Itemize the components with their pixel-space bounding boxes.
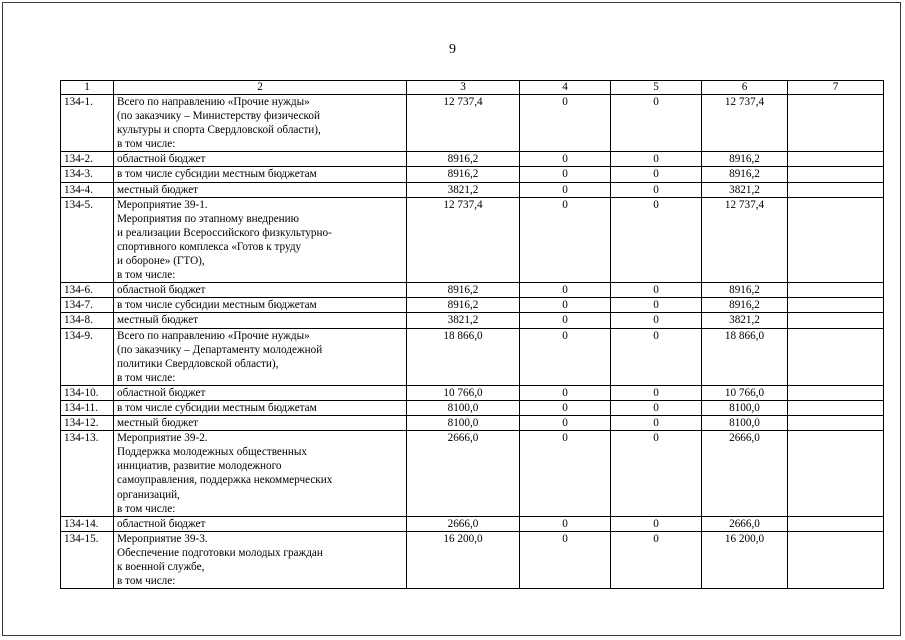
cell-col-3: 10 766,0 [407,385,520,400]
row-number: 134-12. [61,416,114,431]
column-header-6: 6 [702,81,788,95]
cell-col-3: 16 200,0 [407,531,520,588]
cell-col-3: 12 737,4 [407,95,520,152]
cell-col-4: 0 [520,313,611,328]
column-header-3: 3 [407,81,520,95]
cell-col-3: 12 737,4 [407,197,520,283]
cell-col-3: 8916,2 [407,167,520,182]
cell-col-4: 0 [520,400,611,415]
column-header-4: 4 [520,81,611,95]
cell-col-4: 0 [520,431,611,517]
row-number: 134-13. [61,431,114,517]
row-number: 134-9. [61,328,114,385]
table-row [61,95,884,152]
cell-col-6: 2666,0 [702,431,788,517]
cell-col-3: 8916,2 [407,283,520,298]
row-number: 134-11. [61,400,114,415]
row-description: Всего по направлению «Прочие нужды» (по заказчику – Департаменту молодежной политики Свердловской области), в том числе: [114,328,407,385]
cell-col-3: 2666,0 [407,516,520,531]
row-description: Всего по направлению «Прочие нужды» (по заказчику – Министерству физической культуры и спорта Свердловской области), в том числе: [114,95,407,152]
cell-col-6: 12 737,4 [702,197,788,283]
cell-col-5: 0 [611,431,702,517]
cell-col-6: 18 866,0 [702,328,788,385]
cell-col-4: 0 [520,182,611,197]
row-description: в том числе субсидии местным бюджетам [114,167,407,182]
cell-col-7 [788,385,884,400]
cell-col-4: 0 [520,385,611,400]
row-description: местный бюджет [114,182,407,197]
cell-col-4: 0 [520,167,611,182]
cell-col-4: 0 [520,416,611,431]
budget-table [60,80,884,589]
cell-col-3: 18 866,0 [407,328,520,385]
cell-col-6: 8100,0 [702,400,788,415]
table-row [61,283,884,298]
cell-col-4: 0 [520,298,611,313]
cell-col-4: 0 [520,283,611,298]
column-header-1: 1 [61,81,114,95]
row-description: областной бюджет [114,152,407,167]
row-number: 134-5. [61,197,114,283]
page-number: 9 [449,42,456,57]
cell-col-5: 0 [611,283,702,298]
cell-col-5: 0 [611,95,702,152]
table-row [61,400,884,415]
cell-col-5: 0 [611,167,702,182]
row-number: 134-6. [61,283,114,298]
row-number: 134-8. [61,313,114,328]
row-description: областной бюджет [114,283,407,298]
cell-col-6: 8916,2 [702,298,788,313]
cell-col-3: 3821,2 [407,313,520,328]
cell-col-5: 0 [611,152,702,167]
cell-col-6: 8916,2 [702,283,788,298]
row-number: 134-2. [61,152,114,167]
cell-col-7 [788,283,884,298]
cell-col-5: 0 [611,400,702,415]
cell-col-4: 0 [520,152,611,167]
row-description: областной бюджет [114,516,407,531]
cell-col-7 [788,328,884,385]
cell-col-6: 3821,2 [702,182,788,197]
row-number: 134-1. [61,95,114,152]
cell-col-6: 10 766,0 [702,385,788,400]
table-row [61,516,884,531]
cell-col-3: 2666,0 [407,431,520,517]
cell-col-5: 0 [611,385,702,400]
row-description: местный бюджет [114,416,407,431]
cell-col-4: 0 [520,197,611,283]
row-description: Мероприятие 39-2. Поддержка молодежных общественных инициатив, развитие молодежного самоуправления, поддержка некоммерческих организаций, в том числе: [114,431,407,517]
cell-col-4: 0 [520,531,611,588]
row-description: местный бюджет [114,313,407,328]
table-row [61,182,884,197]
cell-col-7 [788,167,884,182]
table-row [61,385,884,400]
cell-col-7 [788,400,884,415]
cell-col-3: 8100,0 [407,400,520,415]
cell-col-7 [788,531,884,588]
cell-col-6: 8916,2 [702,167,788,182]
cell-col-7 [788,416,884,431]
table-row [61,197,884,283]
row-number: 134-3. [61,167,114,182]
cell-col-7 [788,95,884,152]
table-row [61,313,884,328]
cell-col-7 [788,298,884,313]
cell-col-6: 12 737,4 [702,95,788,152]
row-description: в том числе субсидии местным бюджетам [114,298,407,313]
table-row [61,298,884,313]
cell-col-6: 8100,0 [702,416,788,431]
header-row [61,81,884,95]
cell-col-4: 0 [520,516,611,531]
cell-col-7 [788,152,884,167]
row-description: в том числе субсидии местным бюджетам [114,400,407,415]
row-number: 134-4. [61,182,114,197]
cell-col-5: 0 [611,298,702,313]
column-header-2: 2 [114,81,407,95]
cell-col-4: 0 [520,95,611,152]
table-row [61,416,884,431]
cell-col-7 [788,516,884,531]
column-header-7: 7 [788,81,884,95]
table-row [61,531,884,588]
row-description: Мероприятие 39-1. Мероприятия по этапному внедрению и реализации Всероссийского физкультурно- спортивного комплекса «Готов к труду и обороне» (ГТО), в том числе: [114,197,407,283]
cell-col-5: 0 [611,416,702,431]
cell-col-6: 16 200,0 [702,531,788,588]
cell-col-6: 2666,0 [702,516,788,531]
cell-col-5: 0 [611,313,702,328]
cell-col-6: 8916,2 [702,152,788,167]
cell-col-3: 8916,2 [407,152,520,167]
cell-col-3: 8100,0 [407,416,520,431]
cell-col-7 [788,182,884,197]
cell-col-5: 0 [611,328,702,385]
cell-col-7 [788,197,884,283]
cell-col-3: 3821,2 [407,182,520,197]
row-description: Мероприятие 39-3. Обеспечение подготовки молодых граждан к военной службе, в том числе: [114,531,407,588]
cell-col-5: 0 [611,531,702,588]
cell-col-5: 0 [611,182,702,197]
table-row [61,152,884,167]
cell-col-5: 0 [611,197,702,283]
cell-col-7 [788,431,884,517]
table-row [61,431,884,517]
row-description: областной бюджет [114,385,407,400]
row-number: 134-7. [61,298,114,313]
cell-col-7 [788,313,884,328]
table-row [61,167,884,182]
table-row [61,328,884,385]
row-number: 134-10. [61,385,114,400]
row-number: 134-15. [61,531,114,588]
row-number: 134-14. [61,516,114,531]
cell-col-4: 0 [520,328,611,385]
column-header-5: 5 [611,81,702,95]
cell-col-6: 3821,2 [702,313,788,328]
cell-col-5: 0 [611,516,702,531]
cell-col-3: 8916,2 [407,298,520,313]
